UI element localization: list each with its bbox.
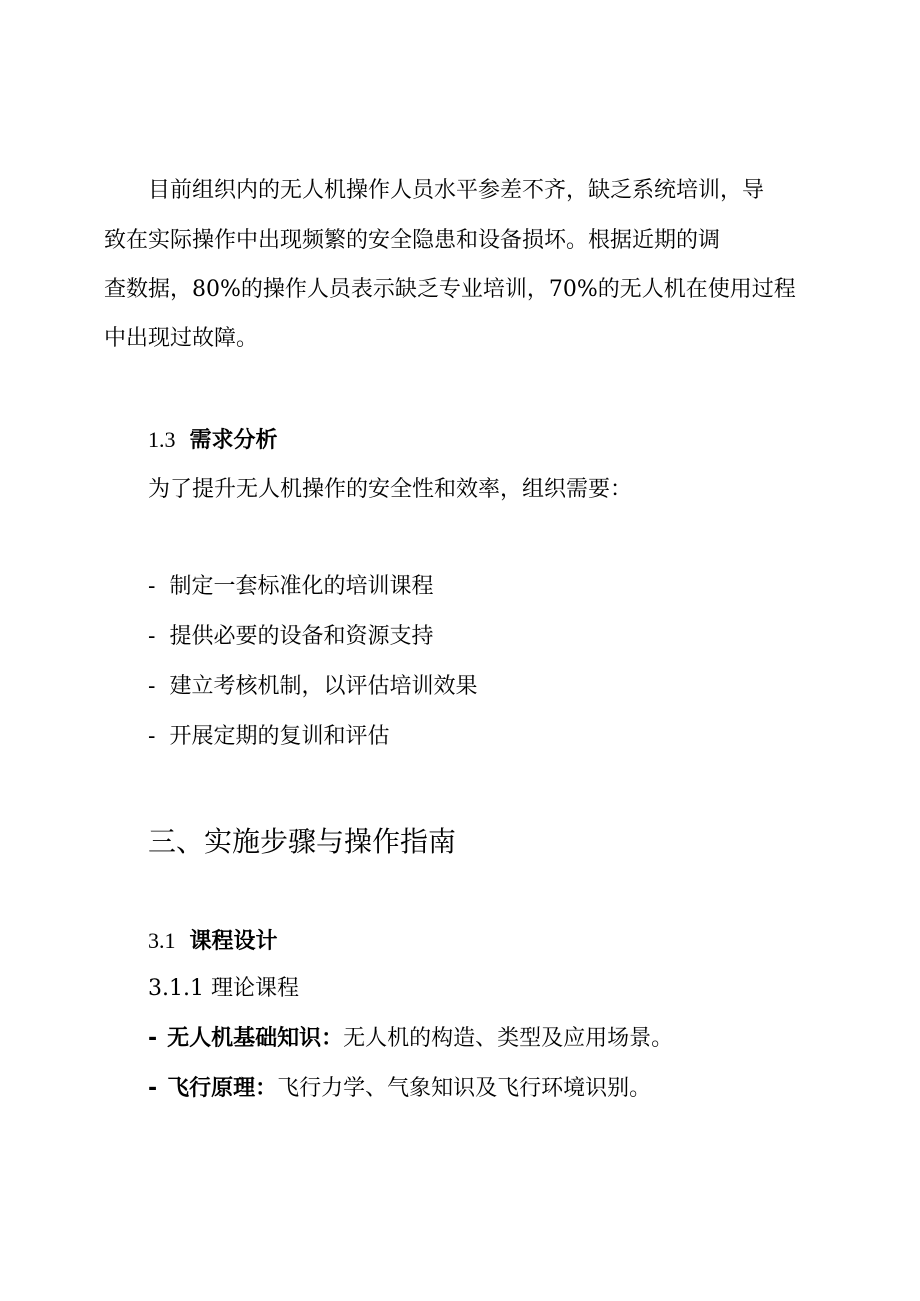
section-heading-3-1 <box>148 926 278 957</box>
list-dash: - <box>148 1076 158 1101</box>
section-number: 3.1 <box>148 928 176 953</box>
chapter-title: 三、实施步骤与操作指南 <box>148 825 457 858</box>
list-item-text: 开展定期的复训和评估 <box>169 724 390 749</box>
item-term: 飞行原理： <box>167 1076 278 1101</box>
list-dash: - <box>148 624 156 649</box>
paragraph-line: 查数据，80%的操作人员表示缺乏专业培训，70%的无人机在使用过程 <box>104 277 796 302</box>
item-description: 无人机的构造、类型及应用场景。 <box>343 1026 674 1051</box>
list-dash: - <box>148 724 156 749</box>
subsection-title: 3.1.1 理论课程 <box>148 976 299 1001</box>
list-dash: - <box>148 674 156 699</box>
item-term: 无人机基础知识： <box>167 1026 344 1051</box>
section-title: 需求分析 <box>189 428 278 453</box>
list-dash: - <box>148 1026 158 1051</box>
list-item <box>148 1024 673 1054</box>
list-item <box>148 622 433 652</box>
item-description: 飞行力学、气象知识及飞行环境识别。 <box>277 1076 652 1101</box>
section-heading-1-3 <box>148 425 278 456</box>
list-item <box>148 572 433 602</box>
section-number: 1.3 <box>148 427 176 452</box>
list-dash: - <box>148 574 156 599</box>
list-item <box>148 1074 651 1104</box>
list-item <box>148 722 389 752</box>
list-item-text: 制定一套标准化的培训课程 <box>169 574 434 599</box>
list-item-text: 提供必要的设备和资源支持 <box>169 624 434 649</box>
paragraph-line: 中出现过故障。 <box>104 326 259 351</box>
section-title: 课程设计 <box>189 929 278 954</box>
paragraph-line: 目前组织内的无人机操作人员水平参差不齐，缺乏系统培训，导 <box>148 178 765 203</box>
list-item-text: 建立考核机制，以评估培训效果 <box>169 674 478 699</box>
section-intro: 为了提升无人机操作的安全性和效率，组织需要： <box>148 477 633 502</box>
list-item <box>148 672 477 702</box>
paragraph-line: 致在实际操作中出现频繁的安全隐患和设备损坏。根据近期的调 <box>104 228 721 253</box>
